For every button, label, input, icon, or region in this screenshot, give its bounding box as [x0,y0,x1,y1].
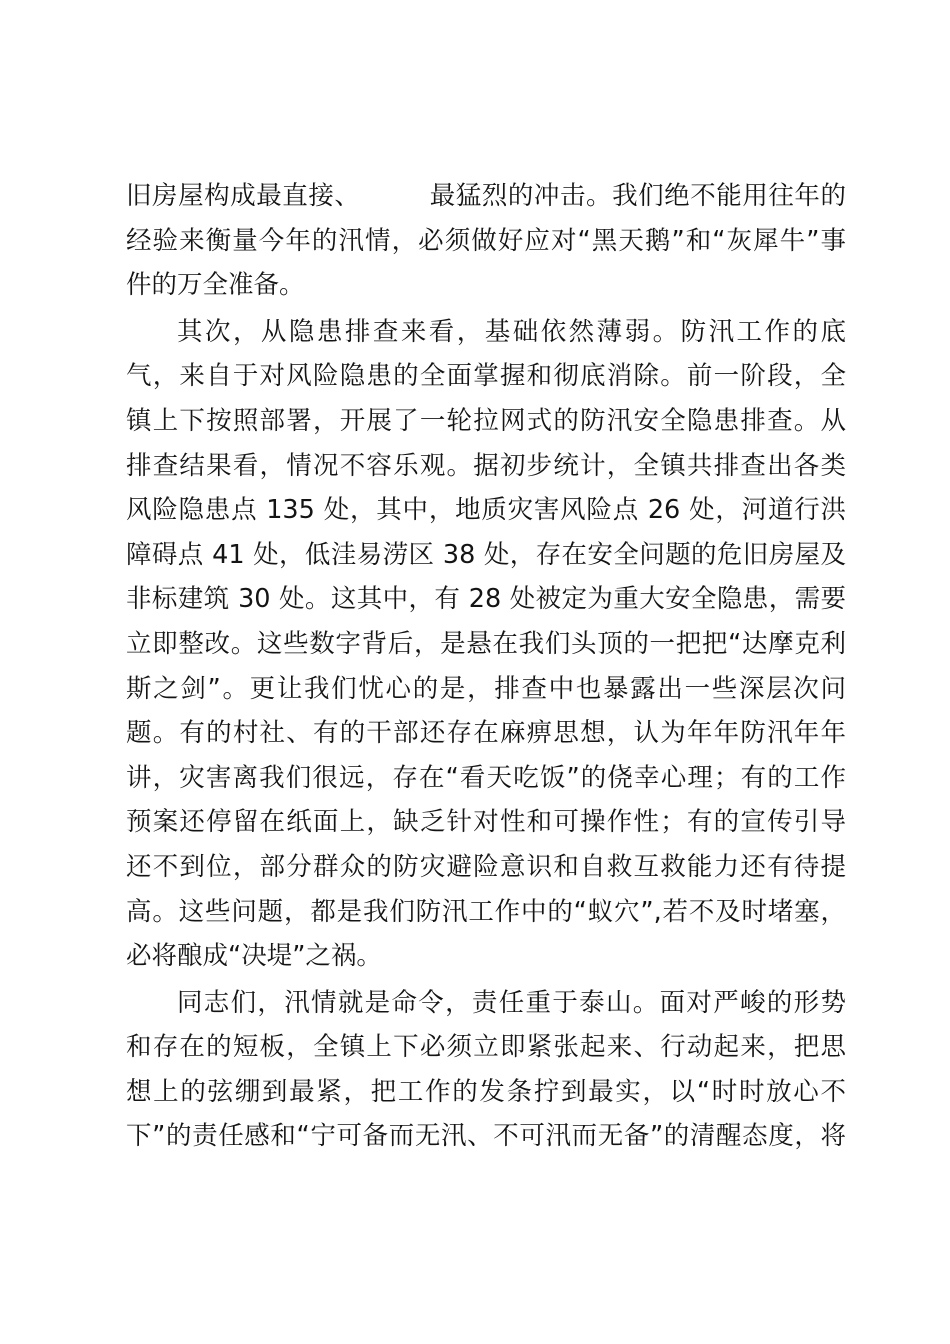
paragraph-1 [126,174,846,308]
text-line: 和存在的短板，全镇上下必须立即紧张起来、行动起来，把思 [126,1032,846,1063]
text-line: 排查结果看，情况不容乐观。据初步统计，全镇共排查出各类 [126,450,846,481]
text-line: 同志们，汛情就是命令，责任重于泰山。面对严峻的形势 [177,987,846,1018]
text-line: 斯之剑”。更让我们忧心的是，排查中也暴露出一些深层次问 [126,673,846,704]
text-line: 旧房屋构成最直接、 最猛烈的冲击。我们绝不能用往年的 [126,181,846,211]
paragraph-3 [126,981,846,1159]
text-line: 镇上下按照部署，开展了一轮拉网式的防汛安全隐患排查。从 [126,405,846,436]
text-line: 其次，从隐患排查来看，基础依然薄弱。防汛工作的底 [177,316,846,347]
document-body [126,174,846,1159]
paragraph-2 [126,310,846,979]
text-line: 高。这些问题，都是我们防汛工作中的“蚁穴”,若不及时堵塞， [126,896,846,927]
text-line: 预案还停留在纸面上，缺乏针对性和可操作性；有的宣传引导 [126,807,846,838]
text-line: 风险隐患点 135 处，其中，地质灾害风险点 26 处，河道行洪 [126,495,846,526]
text-line: 下”的责任感和“宁可备而无汛、不可汛而无备”的清醒态度，将 [126,1121,846,1152]
text-line: 讲，灾害离我们很远，存在“看天吃饭”的侥幸心理；有的工作 [126,762,846,793]
text-line: 经验来衡量今年的汛情，必须做好应对“黑天鹅”和“灰犀牛”事 [126,225,846,256]
text-line: 想上的弦绷到最紧，把工作的发条拧到最实，以“时时放心不 [126,1076,846,1107]
text-line: 气，来自于对风险隐患的全面掌握和彻底消除。前一阶段，全 [126,361,846,392]
text-line: 非标建筑 30 处。这其中，有 28 处被定为重大安全隐患，需要 [126,584,846,615]
text-line: 题。有的村社、有的干部还存在麻痹思想，认为年年防汛年年 [126,718,846,749]
text-line: 件的万全准备。 [126,270,305,301]
text-line: 必将酿成“决堤”之祸。 [126,941,382,972]
text-line: 障碍点 41 处，低洼易涝区 38 处，存在安全问题的危旧房屋及 [126,539,846,570]
text-line: 立即整改。这些数字背后，是悬在我们头顶的一把把“达摩克利 [126,628,846,659]
text-line: 还不到位，部分群众的防灾避险意识和自救互救能力还有待提 [126,851,846,882]
